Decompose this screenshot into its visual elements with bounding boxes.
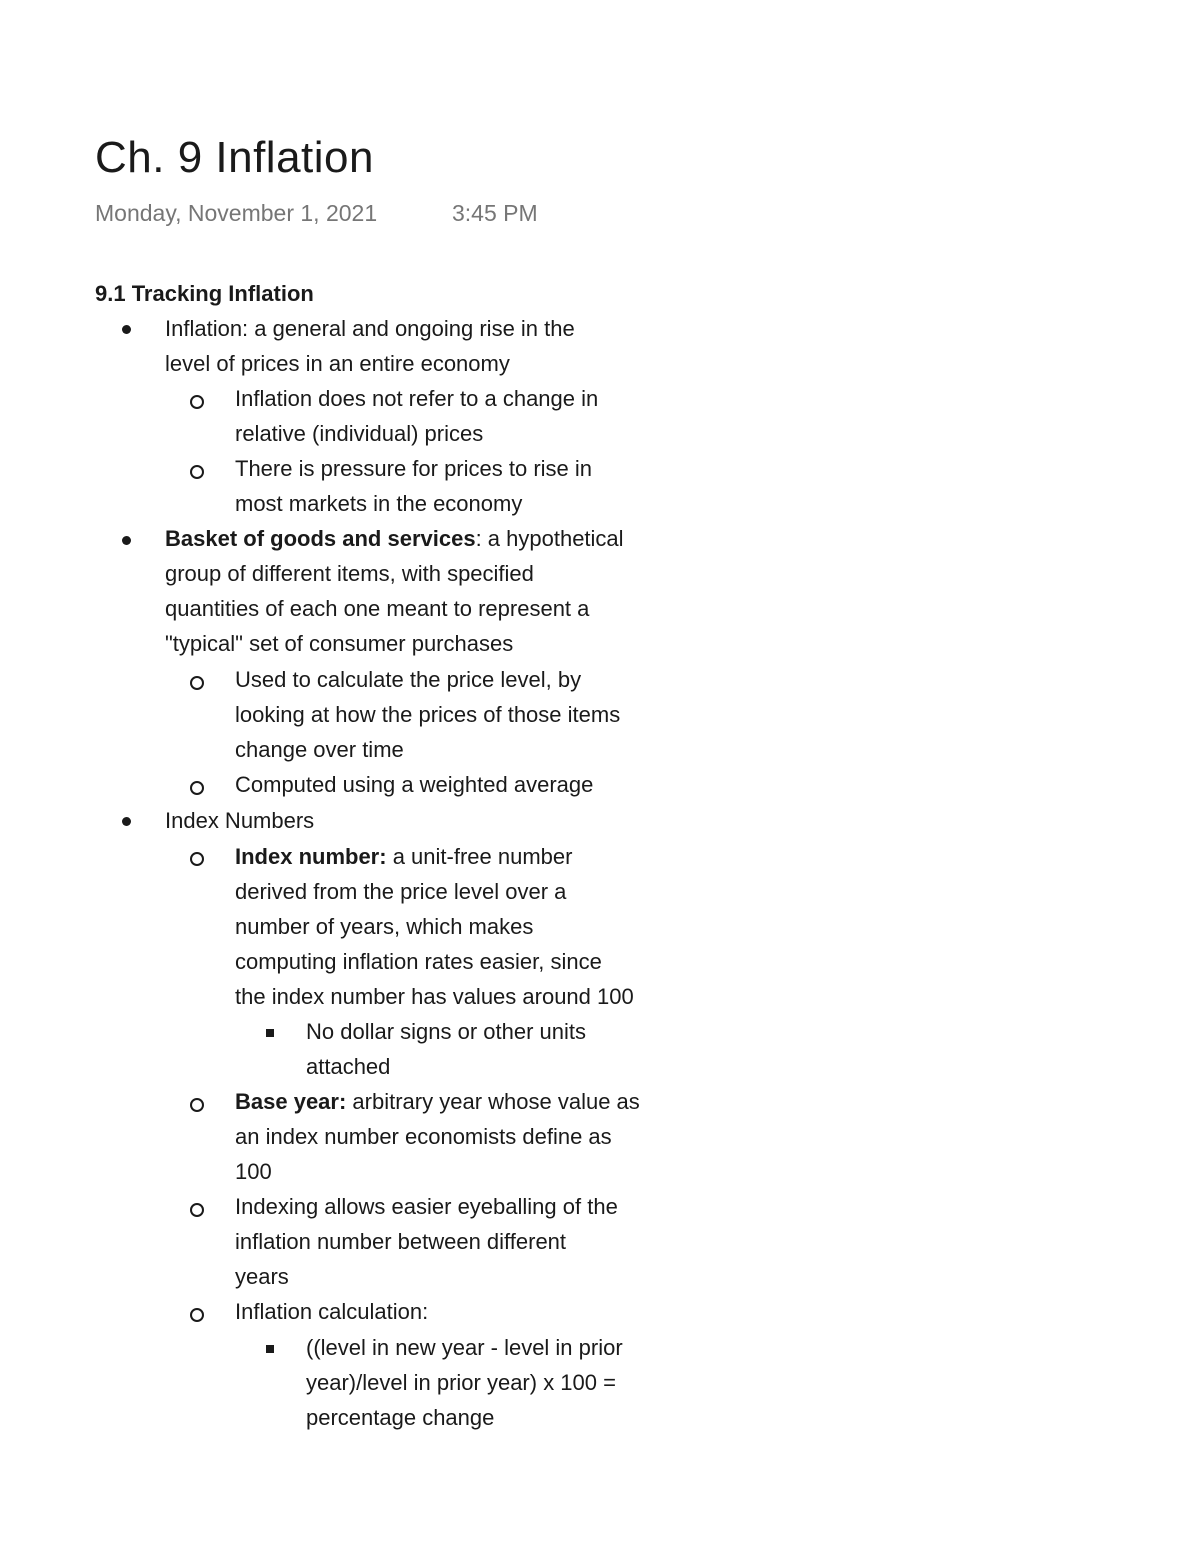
inflation-sub1-line1: Inflation does not refer to a change in xyxy=(235,386,599,411)
base-year-def-line3: 100 xyxy=(235,1159,272,1184)
index-number-def-rest: a unit-free number xyxy=(386,844,573,869)
basket-sub1-line2: looking at how the prices of those items xyxy=(235,702,621,727)
bullet-circle-icon xyxy=(190,1098,204,1112)
bullet-circle-icon xyxy=(190,676,204,690)
inflation-def-line2: level of prices in an entire economy xyxy=(165,351,510,376)
index-number-def-line5: the index number has values around 100 xyxy=(235,984,634,1009)
basket-def-line4: "typical" set of consumer purchases xyxy=(165,631,514,656)
indexing-line2: inflation number between different xyxy=(235,1229,567,1254)
index-number-def-line4: computing inflation rates easier, since xyxy=(235,949,602,974)
index-number-def-line3: number of years, which makes xyxy=(235,914,534,939)
basket-sub1-line3: change over time xyxy=(235,737,404,762)
page-title: Ch. 9 Inflation xyxy=(95,133,374,182)
inflation-def-line1: Inflation: a general and ongoing rise in the xyxy=(165,316,575,341)
base-year-def-rest: arbitrary year whose value as xyxy=(346,1089,640,1114)
indexing-line1: Indexing allows easier eyeballing of the xyxy=(235,1194,618,1219)
page-date: Monday, November 1, 2021 xyxy=(95,200,378,226)
bullet-disc-icon xyxy=(122,536,132,546)
basket-def-line3: quantities of each one meant to represent a xyxy=(165,596,590,621)
index-number-sub-line1: No dollar signs or other units xyxy=(306,1019,587,1044)
basket-def-line1 xyxy=(165,524,624,554)
bullet-circle-icon xyxy=(190,395,204,409)
base-year-def-line1 xyxy=(235,1087,640,1117)
bullet-circle-icon xyxy=(190,1203,204,1217)
bullet-square-icon xyxy=(266,1345,274,1353)
base-year-def-line2: an index number economists define as xyxy=(235,1124,612,1149)
inflation-formula-line3: percentage change xyxy=(306,1405,495,1430)
inflation-sub1-line2: relative (individual) prices xyxy=(235,421,484,446)
page-time: 3:45 PM xyxy=(452,200,538,226)
index-number-def-line2: derived from the price level over a xyxy=(235,879,567,904)
index-number-sub-line2: attached xyxy=(306,1054,391,1079)
inflation-formula-line2: year)/level in prior year) x 100 = xyxy=(306,1370,616,1395)
bullet-circle-icon xyxy=(190,781,204,795)
index-number-term: Index number: xyxy=(235,844,387,869)
bullet-disc-icon xyxy=(122,817,132,827)
basket-sub1-line1: Used to calculate the price level, by xyxy=(235,667,582,692)
bullet-disc-icon xyxy=(122,325,132,335)
basket-sub2-line1: Computed using a weighted average xyxy=(235,772,594,797)
inflation-sub2-line1: There is pressure for prices to rise in xyxy=(235,456,593,481)
bullet-circle-icon xyxy=(190,852,204,866)
inflation-sub2-line2: most markets in the economy xyxy=(235,491,523,516)
basket-def-rest: : a hypothetical xyxy=(475,526,624,551)
inflation-calc-line1: Inflation calculation: xyxy=(235,1299,429,1324)
page-timestamp xyxy=(95,198,538,228)
base-year-term: Base year: xyxy=(235,1089,347,1114)
bullet-circle-icon xyxy=(190,465,204,479)
bullet-circle-icon xyxy=(190,1308,204,1322)
index-number-def-line1 xyxy=(235,842,572,872)
index-numbers-label: Index Numbers xyxy=(165,808,315,833)
section-heading: 9.1 Tracking Inflation xyxy=(95,281,314,306)
inflation-formula-line1: ((level in new year - level in prior xyxy=(306,1335,623,1360)
indexing-line3: years xyxy=(235,1264,289,1289)
bullet-square-icon xyxy=(266,1029,274,1037)
basket-def-line2: group of different items, with specified xyxy=(165,561,534,586)
basket-term: Basket of goods and services xyxy=(165,526,476,551)
